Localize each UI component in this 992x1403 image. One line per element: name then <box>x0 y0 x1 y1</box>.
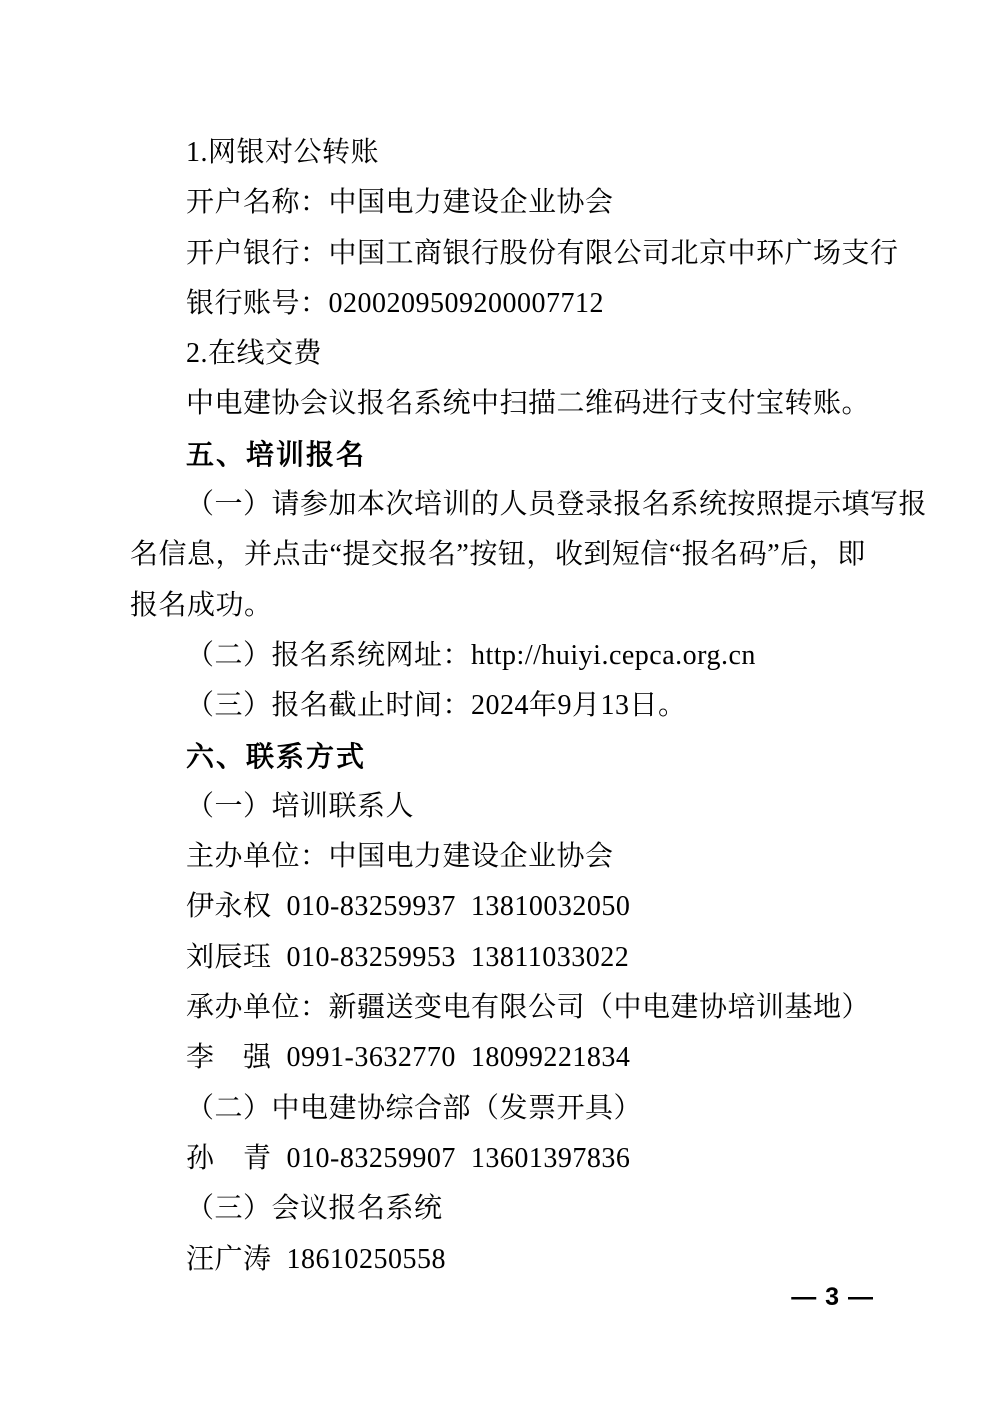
line-bank-account-number: 银行账号：0200209509200007712 <box>186 287 605 319</box>
section-heading-training-registration: 五、培训报名 <box>186 438 367 470</box>
line-registration-website: （二）报名系统网址：http://huiyi.cepca.org.cn <box>186 639 756 671</box>
line-invoice-dept-heading: （二）中电建协综合部（发票开具） <box>186 1092 643 1124</box>
line-host-organization: 主办单位：中国电力建设企业协会 <box>186 841 614 873</box>
document-body <box>130 128 928 1285</box>
line-contact-liu-chenjue: 刘辰珏 010-83259953 13811033022 <box>186 941 630 973</box>
line-registration-deadline: （三）报名截止时间：2024年9月13日。 <box>186 690 687 722</box>
line-account-name: 开户名称：中国电力建设企业协会 <box>186 187 614 219</box>
line-bank-transfer-heading: 1.网银对公转账 <box>186 137 380 168</box>
line-contact-yi-yongquan: 伊永权 010-83259937 13810032050 <box>186 891 631 923</box>
line-registration-system-heading: （三）会议报名系统 <box>186 1193 443 1225</box>
line-training-contacts-heading: （一）培训联系人 <box>186 790 415 822</box>
page-number: — 3 — <box>791 1283 874 1311</box>
line-contact-sun-qing: 孙 青 010-83259907 13601397836 <box>186 1142 631 1174</box>
line-contact-wang-guangtao: 汪广涛 18610250558 <box>186 1243 447 1275</box>
line-registration-instruction-3: 报名成功。 <box>130 589 273 621</box>
section-heading-contact-info: 六、联系方式 <box>186 740 367 772</box>
line-registration-instruction-2: 名信息，并点击“提交报名”按钮，收到短信“报名码”后，即 <box>130 539 866 571</box>
line-online-payment-desc: 中电建协会议报名系统中扫描二维码进行支付宝转账。 <box>186 388 871 420</box>
line-registration-instruction-1: （一）请参加本次培训的人员登录报名系统按照提示填写报 <box>186 489 928 521</box>
line-bank-name: 开户银行：中国工商银行股份有限公司北京中环广场支行 <box>186 237 899 269</box>
line-organizer: 承办单位：新疆送变电有限公司（中电建协培训基地） <box>186 992 871 1024</box>
line-online-payment-heading: 2.在线交费 <box>186 338 323 370</box>
line-contact-li-qiang: 李 强 0991-3632770 18099221834 <box>186 1042 631 1074</box>
